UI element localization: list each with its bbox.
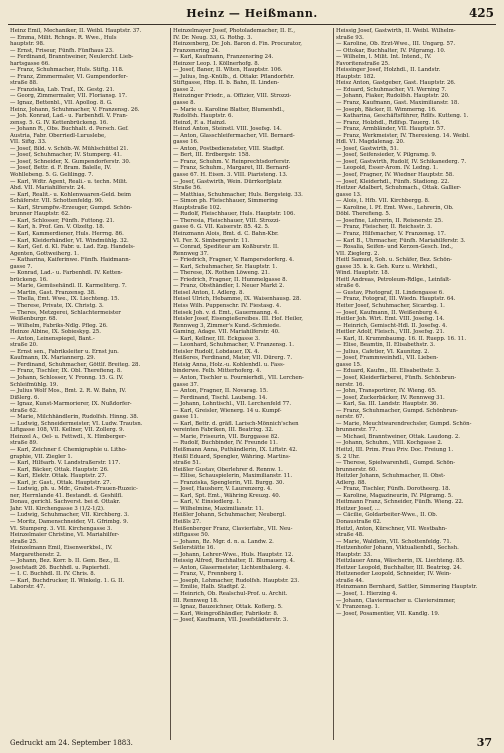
- directory-entry: — Ignaz, Bettenbl., VII. Apollog. 8. G.: [10, 100, 113, 107]
- directory-entry: — Anton, Postbediensteter, VIII. Stadtpf.: [173, 145, 285, 152]
- directory-entry: Wohllebeng. 5. G. Gelilingg. 7.: [10, 172, 94, 179]
- directory-entry: vereinten Fabriken, III. Beatrixg. 32.: [173, 427, 274, 434]
- directory-entry: Hauptstr. 33.: [336, 551, 372, 558]
- directory-entry: — Josef, Gastwirth, Rudolf, IV. Schikanederg. 7.: [336, 158, 467, 165]
- directory-entry: — Franz, Werkmeister, IV. Theresieng. 14. Weibl.: [336, 132, 470, 139]
- directory-entry: straße 93.: [336, 34, 364, 41]
- directory-entry: binderwe. Felb. Mitterhoferg. 4.: [173, 368, 262, 375]
- directory-entry: — Josef, Zuckerbäcker, IV. Rennweg 31.: [336, 394, 445, 401]
- directory-entry: Agenten, Gottweiherg. 1.: [10, 250, 79, 257]
- directory-entry: graphie, VII. Ziegler 1.: [10, 453, 73, 460]
- directory-entry: — Franz, Fotograf, III. Wiedn. Hauptstr. 64.: [336, 296, 456, 303]
- directory-entry: — Franz, Schuhmacher, Huls. Stiftg. 118.: [10, 67, 124, 74]
- directory-entry: — Franz, Hilfsmacher, V. Franzensg. 17.: [336, 230, 446, 237]
- directory-entry: Austria, Fabr. Oberriedl-Luruslebe,: [10, 132, 106, 139]
- directory-entry: — Marie, Waldlein, VII. Schottenfeldg. 71.: [336, 538, 452, 545]
- directory-entry: Heitzer Adalbert, Schuhmach., Ottak. Gallier-: [336, 185, 462, 192]
- directory-entry: — Karl, Kammerdiener, Huls. Herrng. 86.: [10, 230, 124, 237]
- directory-entry: — Franz, Kaufmann, Gast. Maximilianstr. 18.: [336, 100, 460, 107]
- directory-entry: — Marie u. Karoline Blatter, Blumenhdl.,: [173, 106, 285, 113]
- directory-entry: Heinzenberg, Dr. Joh. Baron d. Fin. Procurator,: [173, 41, 302, 48]
- directory-entry: — Karl, Bäcker, Ottak. Hauptstr. 26.: [10, 466, 109, 473]
- directory-entry: — Franz, Tischler, IX. Obl. Therefienq. 8.: [10, 368, 122, 375]
- page-title: Heinz — Heißmann.: [186, 7, 318, 20]
- directory-entry: Heitzer Leopold, Buchhalter, III. Beatrixg. 24.: [336, 564, 462, 571]
- directory-entry: Donau, gerichl. Sachverst. bei d. Ottakr.: [10, 499, 121, 506]
- directory-entry: Liftgasse 108, VII. Kellner, VII. Zollerg. 9.: [10, 427, 125, 434]
- directory-entry: — Ferdinand, Branntweiner, Neulerchf. Lieb-: [10, 54, 134, 61]
- directory-entry: Heinzmann Alois, Bmt. d. C. Bahn-Kbr.: [173, 230, 279, 237]
- directory-entry: — Josef, Posamentier, VII. Kandlg. 19.: [336, 610, 440, 617]
- directory-entry: — Franz, Tischler, Fünfh. Dorotheerg. 18.: [336, 486, 451, 493]
- directory-entry: Kaufmann, IX. Mariannerg. 29.: [10, 355, 96, 362]
- directory-entry: — Elise, Beamtin, II. Elisabethstr. 3.: [336, 342, 435, 349]
- directory-entry: — Franz, Schuhm., Margaret, III. Bernard-: [173, 165, 291, 172]
- directory-entry: Heisz Anton, Gastgeber, Gast. Hauptstr. 26.: [336, 80, 456, 87]
- directory-entry: — Joseph, Bäcker, II. Wimmerng. 16.: [336, 106, 437, 113]
- directory-entry: — Joh. Konrad, Lad.- u. Farbenhdl. V. Fran-: [10, 113, 128, 120]
- directory-entry: — Ferdinand, Tischl. Laubeng. 14.: [173, 394, 268, 401]
- directory-entry: — Karl, Spt. Emt., Währing Kreuzg. 40.: [173, 492, 281, 499]
- directory-entry: — Josef, Kleiderfärberei, Fünfh. Schönbrun-: [336, 374, 457, 381]
- directory-entry: Heinzer Leop. I. Köllnerhofg. 8.: [173, 60, 260, 67]
- directory-entry: Heitl Samuel, Soh. u. Schäfer, Bez. Schön-: [336, 257, 452, 264]
- directory-entry: Heinz, Johann, Schuhmacher, V. Franzensg. 26.: [10, 106, 140, 113]
- directory-entry: — Karl, Realit.- u. Kohlenwaaren-Geld. beim: [10, 191, 131, 198]
- directory-entry: — Katharina, Geschäftsführer, Rdlfs. Kutteng. 1.: [336, 113, 469, 120]
- directory-entry: — Karl, Buchdrucker, II. Winkelg. 1. G. II.: [10, 577, 125, 584]
- directory-entry: Heissig Josef, Gastwirth, II. Weibl. Wilhelm-: [336, 28, 456, 34]
- directory-entry: — Ferdinand, Schuhmacher, Göttlf. Breiteg. 28.: [10, 361, 141, 368]
- directory-entry: Heitzenhofer Johann, Viktualienhdl., Sechsh.: [336, 545, 459, 552]
- directory-entry: Donaustraße 62.: [336, 519, 382, 526]
- directory-entry: Hdl. VI. Magdalenag. 20.: [336, 139, 405, 146]
- directory-entry: — Anton, Glasermeister, Lichtenthalerg. 4.: [173, 564, 291, 571]
- directory-entry: — Bert, III. Erdbergstr. 158.: [173, 152, 251, 159]
- directory-entry: stiftgasse 50.: [173, 532, 210, 539]
- directory-entry: Wind. Hauptstr. 18.: [336, 270, 390, 277]
- directory-entry: Rudolfsh. Hauptstr. 6.: [173, 113, 234, 120]
- directory-entry: — Therese, IX. Rothen Löweng. 21.: [173, 270, 270, 277]
- directory-entry: V. Franzensg. 1.: [336, 604, 380, 611]
- directory-entry: Weißenburgr. 68.: [10, 316, 58, 323]
- directory-entry: — Cäcilie, Goldarbeiter-Wwe., II. Ob.: [336, 512, 438, 519]
- directory-entry: straße 20.: [10, 342, 38, 349]
- directory-entry: — Franz, Fleischer, II. Reichsstr. 3.: [336, 224, 433, 231]
- directory-entry: — Ernst, Friseur, Fünfh. Fünfhaus 23.: [10, 47, 114, 54]
- directory-entry: — Johann, Fiaker, Rudolfsh. Hauptstr. 20.: [336, 93, 450, 100]
- directory-entry: — Karl B., Uhrmacher, Fünfh. Mariahilferstr. 3.: [336, 237, 466, 244]
- directory-entry: zensg. 5. G. IV. Kettenbrückeng. 16.: [10, 119, 109, 126]
- directory-entry: Heitzl, Anton, Kürschner, VII. Westbahn-: [336, 525, 447, 532]
- directory-entry: S. 2 Uhr.: [336, 453, 360, 460]
- directory-entry: — Josef, Kaufmann, II. Weißenburg 4.: [336, 309, 439, 316]
- directory-entry: ner, Herrnlande 41. Bestandt. d. Geshilfl.: [10, 492, 123, 499]
- directory-entry: — Heinrich, Gemischt-Hdl. II. Josefsg. 4.: [336, 322, 448, 329]
- directory-entry: — Franz, Obsthändler, I. Neuer Markt 2.: [173, 283, 285, 290]
- directory-entry: — Josef, Fragner, IV. Wiedner Hauptstr. 58.: [336, 172, 454, 179]
- directory-entry: — Josef, Kaufmann, VII. Josefstädterstr. 3.: [173, 617, 289, 624]
- directory-entry: — Josefine, Lehrerin, II. Reisnerstr. 25.: [336, 217, 443, 224]
- directory-entry: — John, Transportirer, IV. Wieng. 65.: [336, 388, 437, 395]
- directory-entry: — Wilhelm, Fabriks-Ndlg. Pfleg. 26.: [10, 322, 108, 329]
- directory-entry: Heißl Eduard, Spengler, Währing. Martins-: [173, 453, 291, 460]
- directory-entry: — Karoline, Magazineurin, IV. Pilgramg. 5.: [336, 492, 453, 499]
- directory-entry: straße 48.: [336, 532, 364, 539]
- directory-entry: Heißls 27.: [173, 519, 201, 526]
- directory-entry: Heißeres, Ferdinand, Mater, VII. Dürerg. 7.: [173, 355, 293, 362]
- directory-entry: — Friedrich, Fragner, II. Hummelgasse 8.: [173, 276, 288, 283]
- directory-entry: — Franz, Schuhm. V. Reinprechtsdorferstr.: [173, 158, 291, 165]
- page-number: 425: [468, 6, 494, 20]
- directory-entry: straße 6.: [336, 283, 361, 290]
- directory-entry: — Josef, Bild. v. Schöb.-W. Mühlschüttel 21.: [10, 145, 129, 152]
- directory-entry: — Franziska, Lab. Traf., IX. Gestg. 21.: [10, 86, 115, 93]
- directory-entry: — Johann, Bez. Korr. b. II. Gem. Bez., II.: [10, 558, 120, 565]
- directory-entry: — Konrad, Lad.- u. Farbenhdl. IV. Ketten-: [10, 270, 123, 277]
- directory-entry: — Karl, Zeichner f. Chemigraphie u. Litho-: [10, 447, 127, 453]
- directory-entry: — Karl, Kellner, III. Eckgasse 3.: [173, 335, 260, 342]
- directory-entry: — Johann, Lohntischl., VII. Lerchenfeld 77.: [173, 401, 292, 408]
- directory-entry: — Ludwig, Schneidermeister, VI. Ludw. Trautsn.: [10, 420, 143, 427]
- directory-entry: — Anton, Tischler u. Fournierhdl., VII. Lerchen-: [173, 374, 304, 381]
- directory-entry: — Johann, Claviermacher u. Claviersimmer,: [336, 597, 456, 604]
- directory-entry: — Karl, jr. Gast., Ottak. Hauptstr. 27.: [10, 479, 112, 486]
- directory-entry: — Emma, Milit. Rchngs. R. Wwe., Huls: [10, 34, 117, 41]
- directory-entry: — Karl, Strumpfw.-Erzeuger, Gumpd. Schön-: [10, 204, 133, 211]
- directory-entry: VII. Siftg. 33.: [10, 139, 47, 146]
- directory-entry: — Marie, Milchhändlerin, Rudolfsh. Hinng. 38.: [10, 414, 139, 421]
- directory-entry: — Josef, Bettr. d. F. Bram. Balelle, IV.: [10, 165, 112, 172]
- directory-entry: Heiss Wilh. Puppenschr. IV. Fiestasg. 4.: [173, 302, 282, 309]
- directory-entry: Heitler Joh. Wirt. Emt. VIII. Josefsg. 14.: [336, 316, 445, 323]
- directory-entry: Döbl. Therefieng. 5.: [336, 211, 391, 218]
- directory-entry: Heitzler Johann, Schuhmacher, II. Obst-: [336, 473, 446, 480]
- directory-entry: — Joseph, Lohmacher, Rudolfsh. Hauptstr. 23.: [173, 577, 300, 584]
- directory-entry: gasse 7.: [10, 263, 33, 270]
- directory-entry: Dißlerg. 6.: [10, 394, 40, 401]
- directory-entry: Heisel Anton, I. Adlerg. 8.: [173, 289, 245, 296]
- directory-entry: Heitler Adolf, Fleisch., VIII. Josefsg. 21.: [336, 329, 445, 336]
- directory-entry: — Heinrich, Ob. Realschul-Prof. u. Archit.: [173, 591, 288, 598]
- directory-entry: straße 44.: [336, 577, 364, 584]
- directory-entry: — Josef, 1. Hierzing 4.: [336, 591, 398, 598]
- directory-entry: IV. Dr. Neug. 33, G. Rothg. 3.: [173, 34, 253, 41]
- directory-entry: nerstr. 67.: [336, 414, 365, 421]
- directory-entry: brunnerstr. 77.: [336, 427, 378, 434]
- directory-entry: — Friedrich, Fragner, V. Rampersdorferg. 4.: [173, 257, 294, 264]
- directory-entry: Heinzl, F. a. Hainzl.: [173, 119, 227, 126]
- directory-entry: — Ignaz, Kunst-Marmorierer, IX. Nußdorfer-: [10, 401, 132, 408]
- directory-entry: — Johann, Schuhm., VIII. Kochgasse 2.: [336, 440, 443, 447]
- directory-entry: Heitmann Franz, Schneider, Fünfh. Wieng. 22.: [336, 499, 464, 506]
- directory-columns: [8, 28, 496, 740]
- directory-entry: Heinzl Anton, Steinstl. VIII. Josefsg. 14.: [173, 126, 282, 133]
- directory-column-2: [170, 28, 333, 740]
- directory-entry: — Simon ph. Fleischhauer, Simmering: [173, 198, 278, 205]
- directory-entry: Heitl Andreas, Petroleum-Rdlge., Leinfalt-: [336, 276, 451, 283]
- directory-entry: — Karl, Bettr. d. gräfl. Larisch-Mönnich'schen: [173, 420, 299, 427]
- directory-entry: — Katharina, Kaiferinwe. Fünfh. Haidmann-: [10, 257, 131, 264]
- directory-entry: Heiter Josef, Schuhmacher, Sicardsg. 1.: [336, 302, 445, 309]
- directory-entry: — Johann R., Obs. Buchhalt. d. Persch. Gef.: [10, 126, 129, 133]
- directory-entry: Jahr. VII. Kirchengasse 3 (1/2-1/2).: [10, 505, 105, 512]
- directory-entry: Heisler Josef, Eisengießereibes. III. Hof. Heiler,: [173, 316, 303, 323]
- directory-entry: — Marie, Meuchtwarendrechsler, Gumpd. Schön-: [336, 420, 472, 427]
- print-date-note: Gedruckt am 24. September 1883.: [10, 739, 133, 747]
- directory-entry: gasse 67. H. Eisen. 3. VIII. Piaristeng. 13.: [173, 172, 288, 179]
- directory-entry: — Rosalia, Seifen- und Kerzen-Gesch. Ind.,: [336, 244, 454, 251]
- directory-entry: — Marie, Gemüsehändl. II. Karmeliterg. 7.: [10, 283, 127, 290]
- directory-entry: Schäferstr. VII. Schottenfeldg. 90.: [10, 198, 104, 205]
- directory-entry: — Josef, Kleiderhdl., Fünfh. Stadiong. 22.: [336, 178, 450, 185]
- directory-entry: hartsgasse 66.: [10, 60, 50, 67]
- directory-entry: — Anton, Leinenspiegel, Bant.-: [10, 335, 95, 342]
- page-header: [8, 6, 496, 25]
- directory-entry: — Josef, Gastwirth, 51.: [336, 145, 399, 152]
- directory-entry: Margarethenstr. 2.: [10, 551, 62, 558]
- directory-entry: — Matthias, Schuhmacher, Huls. Bergsteig. 33.: [173, 191, 303, 198]
- directory-column-3: [333, 28, 496, 740]
- directory-entry: Heißler Gustav, Oberlehrer d. Rennw. 1.: [173, 466, 283, 473]
- directory-entry: Favoritenstraße 25.: [336, 60, 390, 67]
- directory-entry: Heitzl, III. Prim. Frau Priv. Doc. Freiung 1.: [336, 447, 454, 453]
- directory-entry: Adlerg. 88.: [336, 479, 367, 486]
- directory-entry: — Karl, Kleiderhändler, VI. Windmühlg. 32.: [10, 237, 129, 244]
- directory-entry: III. Rennweg 18.: [173, 597, 219, 604]
- directory-entry: Laborstr. 47.: [10, 584, 45, 591]
- directory-entry: — Ludwig, ph. u. Mdr., Grabst.-Frauen-Ruzeic-: [10, 486, 138, 493]
- directory-entry: — Karl, Greisler, Wienerg. 14 u. Kumpf-: [173, 407, 282, 414]
- directory-entry: — Karl, Elektr. Ottak. Hauptstr. 27.: [10, 473, 107, 480]
- directory-entry: — Franziska, Spenglerin, VII. Burgg. 30.: [173, 479, 285, 486]
- directory-entry: — Karl, h. Prof. Gm. V. Ölzeltg. 18.: [10, 224, 105, 231]
- directory-entry: — Eduard, Kaufm., III. Elisabethstr. 3.: [336, 368, 441, 375]
- directory-entry: — Karoline, Ob. Erzt-Wwe., III. Ungarg. 57.: [336, 41, 456, 48]
- directory-entry: brückeng. 16.: [10, 276, 48, 283]
- directory-entry: straße 62.: [10, 407, 38, 414]
- directory-entry: — Josef, Gastwirth, Wein. Dürrkorfplatz: [173, 178, 282, 185]
- directory-entry: gasse 13.: [336, 191, 362, 198]
- directory-entry: — Franz, Schuhmacher, Gumpd. Schönbrun-: [336, 407, 458, 414]
- directory-entry: — Josef, Schneider, X. Gumpendorferstr. 30.: [10, 158, 131, 165]
- directory-entry: Rennweg 37.: [173, 250, 209, 257]
- directory-entry: gasse 15.: [336, 361, 362, 368]
- directory-entry: — I. C. Buchhdl. II. IV. Chris. 8.: [10, 571, 96, 578]
- directory-entry: Heinze Albine, IX. Sobieskyg. 25.: [10, 329, 101, 336]
- directory-entry: — Karl, Wdtr. Agent, Reali.- u. techn. Milit.: [10, 178, 128, 185]
- directory-entry: Heißler Johann, Schuhmacher, Neubergl.: [173, 512, 286, 519]
- directory-entry: — Ellise, Schauspielerin, Maximilianstr. 11.: [173, 473, 293, 480]
- directory-entry: Heinzelmaier Christine, VI. Mariahilfer-: [10, 532, 120, 539]
- directory-entry: — Karl, Schuhmacher, Sr. Hauptstr. 1.: [173, 263, 278, 270]
- directory-entry: — Franz, Holzhdl., Rdlfsp. Tauerg. 16.: [336, 119, 441, 126]
- directory-entry: — Georg, Zimmermaler, VII. Floriansg. 17.: [10, 93, 127, 100]
- directory-entry: VII. Zieglerg. 2.: [336, 250, 380, 257]
- directory-entry: Heisler Rudolf, Lobdauer, IX. 4.: [173, 348, 260, 355]
- directory-entry: Heißenberger Franz, Clavierfabr., VII. Neu-: [173, 525, 293, 532]
- directory-entry: — Josef, Hausherr, V. Laurenzerg. 4.: [173, 486, 273, 493]
- directory-entry: Heisig Anna, Holz.-u. Kohlenhdl. u. Fass-: [173, 361, 285, 368]
- directory-entry: Hauptstraße 102.: [173, 204, 222, 211]
- directory-entry: — Johann, Lehrer-Wwe., Huls. Hauptstr. 12.: [173, 551, 294, 558]
- directory-entry: VI. Fer. X. Simbergerstr. 11.: [173, 237, 250, 244]
- directory-entry: — Anton, Fragner, II. Novarag. 15.: [173, 388, 268, 395]
- directory-entry: gasse 6. G. VII. Kaiserstr. 85. 42. 5.: [173, 224, 270, 231]
- directory-entry: — Michael, Branntweiner, Ottak. Laudong. 2.: [336, 433, 460, 440]
- directory-entry: — Alois, l. Hfb. VII. Kirchbergg. 8.: [336, 198, 430, 205]
- directory-entry: nerstr. 16.: [336, 381, 365, 388]
- directory-entry: — Leopold, Esser-Arom. IV. Ledng. 1.: [336, 165, 438, 172]
- directory-entry: Straße 56.: [173, 185, 202, 192]
- directory-entry: Heitzlauer Anna, Wäscherin, IX. Liechteng. 85.: [336, 558, 465, 565]
- directory-entry: Heissinger Josef, Holzhdl., II. Landstr.: [336, 67, 441, 74]
- directory-entry: gasse 37.: [173, 381, 199, 388]
- directory-entry: Heinzelmayer Josef, Photolademacher, II. E.,: [173, 28, 296, 34]
- directory-entry: — Eduard, Schuhmacher, VI. Werning 7.: [336, 86, 447, 93]
- directory-entry: — Karoline, l. Pf. Emt. Wwe., Lehrerin, Ob.: [336, 204, 454, 211]
- directory-entry: — Wilhelm, l. Milit. Int. Intend., IV.: [336, 54, 432, 61]
- directory-entry: brunner Hauptstr. 62.: [10, 211, 70, 218]
- directory-entry: — Johann, Schlosser, V. Fronng. 15. G. IV.: [10, 374, 124, 381]
- directory-entry: straße 88.: [10, 80, 38, 87]
- directory-entry: — Anton, Glasschleifermacher, VII. Bernard-: [173, 132, 295, 139]
- directory-entry: Rennweg 3, Zimmer's Kund.-Schmiede.: [173, 322, 281, 329]
- directory-entry: brunnerstr. 60.: [336, 466, 378, 473]
- directory-entry: — Karl, Sa. III. Landstr. Hauptstr. 36.: [336, 401, 439, 408]
- directory-entry: Heissig Alfred, Buchhalter, II. Blumauerg. 4.: [173, 558, 295, 565]
- directory-entry: Seilerstätte 16.: [173, 545, 216, 552]
- directory-entry: — Josef, Baner, II. Wlten, Hauptstr. 106.: [173, 67, 283, 74]
- directory-entry: — Theresia, Fleischhauer, VIII. Strozzi-: [173, 217, 281, 224]
- directory-entry: — Wilhelmine, Maximilianstr. 11.: [173, 505, 264, 512]
- directory-entry: — Karl, Kaufmann, Franzensring 24.: [173, 54, 274, 61]
- directory-entry: Heinzmann Bernhard, Sattler, Simmering Hauptstr.: [336, 584, 478, 591]
- directory-entry: — Karl, Weingroßhändler, Fabrikstr. 8.: [173, 610, 279, 617]
- directory-entry: Schleifmühlg. 19.: [10, 381, 59, 388]
- directory-column-1: [8, 28, 170, 740]
- directory-entry: — Rudolf, Buchbinder, IV. Freunde 11.: [173, 440, 278, 447]
- directory-entry: — Gustav, Photograf, II. Lindengasse 6.: [336, 289, 444, 296]
- directory-entry: gasse 2.: [173, 86, 196, 93]
- directory-entry: Heisek Joh. v. d. Emt., Gauermanng. 4.: [173, 309, 279, 316]
- directory-entry: — Julius, Cafetier, VI. Kaunitzg. 2.: [336, 348, 430, 355]
- directory-entry: Stiftgasse, Hbp. II. b. Bahn, II. Linden-: [173, 80, 280, 87]
- directory-entry: — Moritz, Damenschneider, VI. Gfrimbg. 9.: [10, 519, 129, 526]
- directory-entry: — Martin, Gast. Franzensg. 38.: [10, 289, 96, 296]
- directory-entry: — Rudolf, Fleischhauer, Huls. Hauptstr. 106.: [173, 211, 296, 218]
- directory-entry: Josefstadt 26. Buchhdl. u. Papierhdl.: [10, 564, 110, 571]
- directory-entry: — Franz, V., Frennberg 1.: [173, 571, 244, 578]
- directory-entry: straße 25.: [10, 538, 38, 545]
- directory-entry: hauptstr. 98.: [10, 41, 45, 48]
- directory-entry: straße 89.: [10, 440, 38, 447]
- sheet-number: 37: [476, 736, 492, 749]
- directory-entry: Heinzelmann Emil, Eisenwerkbsl., IV.: [10, 545, 113, 552]
- directory-entry: — Karl, Schlosser, Fünfh. Futtong. 21.: [10, 217, 115, 224]
- directory-entry: gasse 8.: [173, 100, 196, 107]
- directory-entry: — Karl, Hilfsarb. V. Landstraßerstr. 117.: [10, 460, 121, 467]
- directory-entry: — Conrad, Spediteur am Koßburstr. II.: [173, 244, 279, 251]
- directory-entry: — Thella, Emt. Wwe., IX. Liechteng. 15.: [10, 296, 120, 303]
- directory-entry: — Karl, II. Krummbaumg. 16. II. Ruepp. 16. 11.: [336, 335, 467, 342]
- directory-entry: — Marie, Friseurin, VII. Burggasse 82.: [173, 433, 280, 440]
- directory-entry: — Julius Wolf Mos., Bmt. 2. R. W. Bahn, IV.: [10, 388, 127, 395]
- directory-entry: — Leonhard, Schuhmacher, V. Franzensg. 1.: [173, 342, 294, 349]
- directory-entry: — Ernst sen., Fabriksleiter u. Ernst jun.: [10, 348, 119, 355]
- directory-entry: — Josef, Frammweinhdl., VII. Lieben-: [336, 355, 439, 362]
- directory-entry: Heisel Ulrich, Hebamme, IX. Waisenhausg. 28.: [173, 296, 302, 303]
- directory-entry: gasse 16.: [173, 139, 199, 146]
- directory-entry: Heinzinger Friedr., a. Offizier, VIII. Strozzi-: [173, 93, 292, 100]
- directory-entry: — Johann, Bz. Mgr. d. n. a. Landw. 2.: [173, 538, 274, 545]
- directory-entry: — Therese, Private, IX. Christg. 3.: [10, 302, 104, 309]
- directory-entry: — Julius, Ing.-Knülb., d. Ottakr. Pflandorfstr.: [173, 73, 295, 80]
- directory-entry: — Theres, Metzgerei, Schlachtermeister: [10, 309, 121, 316]
- directory-entry: Franzensring 24.: [173, 47, 220, 54]
- directory-entry: — Emilie, Halb. Stadtpf. 2.: [173, 584, 246, 591]
- directory-entry: — Ignaz, Bauzeichner, Ottak. Koflerg. 5.: [173, 604, 283, 611]
- directory-entry: — Karl, Gef. d. Kl. Fabr. u. Lad. Ezg. Handels-: [10, 244, 135, 251]
- directory-entry: Heinzel A., Oel- u. Fettwdl., X. Himberger-: [10, 433, 127, 440]
- directory-entry: VI. Stumperg. 3. VII. Kirchengasse 3.: [10, 525, 113, 532]
- directory-entry: straße 51.: [173, 460, 201, 467]
- directory-entry: — Ludwig, Schuhmacher, VII. Kirchberg. 3.: [10, 512, 130, 519]
- directory-entry: — Josef, Seifensieder, V. Pilgramg. 9.: [336, 152, 437, 159]
- directory-entry: Heinz Emil, Mechaniker, II. Weibl. Hauptstr. 37.: [10, 28, 142, 34]
- directory-entry: Heißmann Anna, Puthändlerin, IX. Liftstr. 42.: [173, 447, 298, 453]
- directory-entry: Gaming, Adage. VII. Mariahilferstr. 40.: [173, 329, 280, 336]
- directory-entry: — Franz, Armbländer, VII. Hauptstr. 57.: [336, 126, 446, 133]
- directory-entry: — Karl, V. Einsiedlerg. 1.: [173, 499, 242, 506]
- directory-entry: Ahd. VII. Mariahilferstr. 24.: [10, 185, 86, 192]
- directory-entry: Heitzer Josef, ...: [336, 505, 380, 512]
- directory-entry: — Therese, Spielwarenhdl., Gumpd. Schön-: [336, 460, 456, 467]
- directory-entry: Hauptstr. 182.: [336, 73, 376, 80]
- directory-entry: — Ottokar, Buchhalter, IV. Pilgramg. 10.: [336, 47, 446, 54]
- directory-entry: gasse 11.: [173, 414, 199, 421]
- directory-entry: — Franz, Zimmermaler, VI. Gumpendorfer-: [10, 73, 128, 80]
- directory-entry: gasse 35. k. k. Geh. Kurz u. Wirkhdl.,: [336, 263, 438, 270]
- directory-entry: — Josef, Schuhmacher, IV. Stumperg. 41.: [10, 152, 122, 159]
- directory-entry: Heitzeneder Leopold, Schneider, IV. Wein-: [336, 571, 452, 578]
